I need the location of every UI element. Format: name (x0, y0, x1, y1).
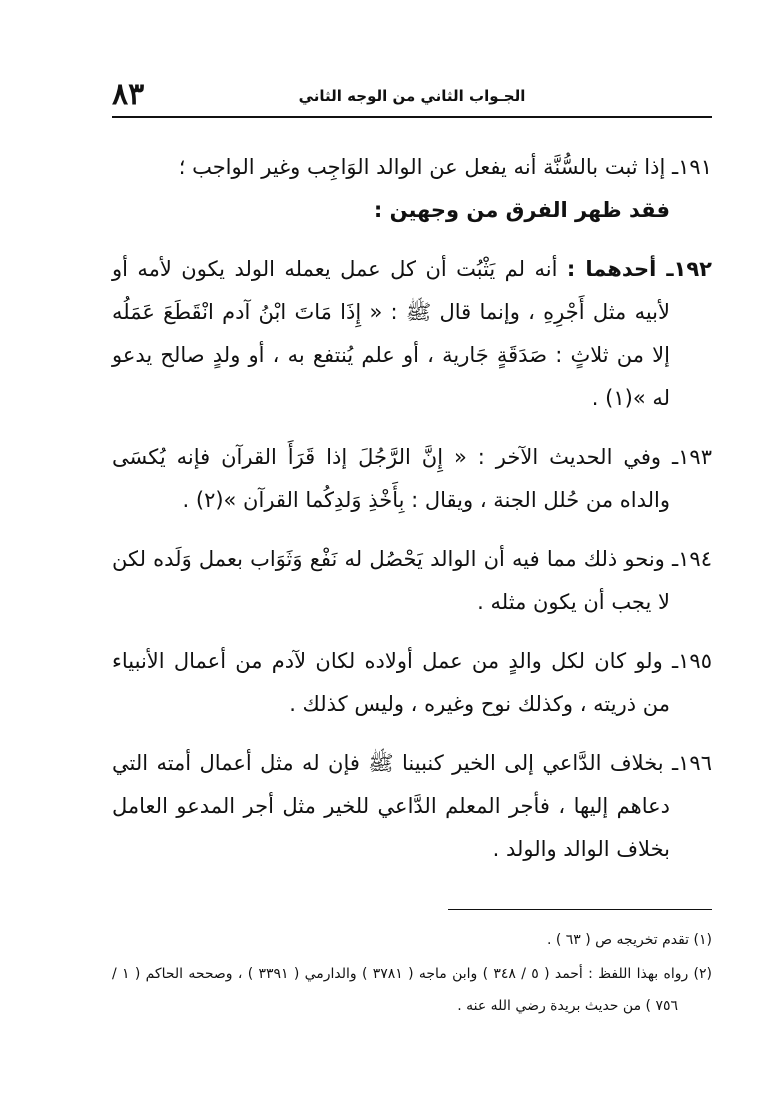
paragraph-191: ١٩١ـ إذا ثبت بالسُّنَّة أنه يفعل عن الوالد الوَاجِب وغير الواجب ؛ (178, 155, 712, 179)
footnote-rule (448, 909, 712, 910)
footnote-2: (٢) رواه بهذا اللفظ : أحمد ( ٥ / ٣٤٨ ) وابن ماجه ( ٣٧٨١ ) والدارمي ( ٣٣٩١ ) ، وصححه الحاكم ( ١ / ٧٥٦ ) من حديث بريدة رضي الله عنه . (112, 966, 712, 1014)
main-text (112, 146, 712, 887)
paragraph-194: ١٩٤ـ ونحو ذلك مما فيه أن الوالد يَحْصُل له نَفْع وَثَوَاب بعمل وَلَده لكن لا يجب أن يكون مثله . (112, 547, 712, 614)
paragraph-192-text: أنه لم يَثْبُت أن كل عمل يعمله الولد يكون لأمه أو لأبيه مثل أَجْرِهِ ، وإنما قال ﷺ : « إِذَا مَاتَ ابْنُ آدم انْقَطَعَ عَمَلُه إلا من ثلاثٍ : صَدَقَةٍ جَارية ، أو علم يُنتفع به ، أو ولدٍ صالح يدعو له »(١) . (112, 257, 670, 410)
page-number: ٨٣ (112, 77, 145, 112)
paragraph-192 (112, 248, 712, 420)
page-header (112, 78, 712, 112)
paragraph-193: ١٩٣ـ وفي الحديث الآخر : « إِنَّ الرَّجُلَ إذا قَرَأَ القرآن فإنه يُكسَى والداه من حُلل الجنة ، ويقال : بِأَخْذِ وَلدِكُما القرآن »(٢) . (112, 445, 712, 512)
section-subheading: فقد ظهر الفرق من وجهين : (373, 198, 670, 222)
running-title: الجـواب الثاني من الوجه الثاني (298, 87, 526, 105)
footnote-1: (١) تقدم تخريجه ص ( ٦٣ ) . (546, 932, 712, 948)
paragraph-195: ١٩٥ـ ولو كان لكل والدٍ من عمل أولاده لكان لآدم من أعمال الأنبياء من ذريته ، وكذلك نوح وغيره ، وليس كذلك . (112, 649, 712, 716)
footnotes (112, 924, 712, 1024)
paragraph-192-label: ١٩٢ـ أحدهما : (566, 257, 712, 281)
header-rule (112, 116, 712, 118)
paragraph-196: ١٩٦ـ بخلاف الدَّاعي إلى الخير كنبينا ﷺ فإن له مثل أعمال أمته التي دعاهم إليها ، فأجر المعلم الدَّاعي للخير مثل أجر المدعو العامل بخلاف الوالد والولد . (112, 751, 712, 861)
